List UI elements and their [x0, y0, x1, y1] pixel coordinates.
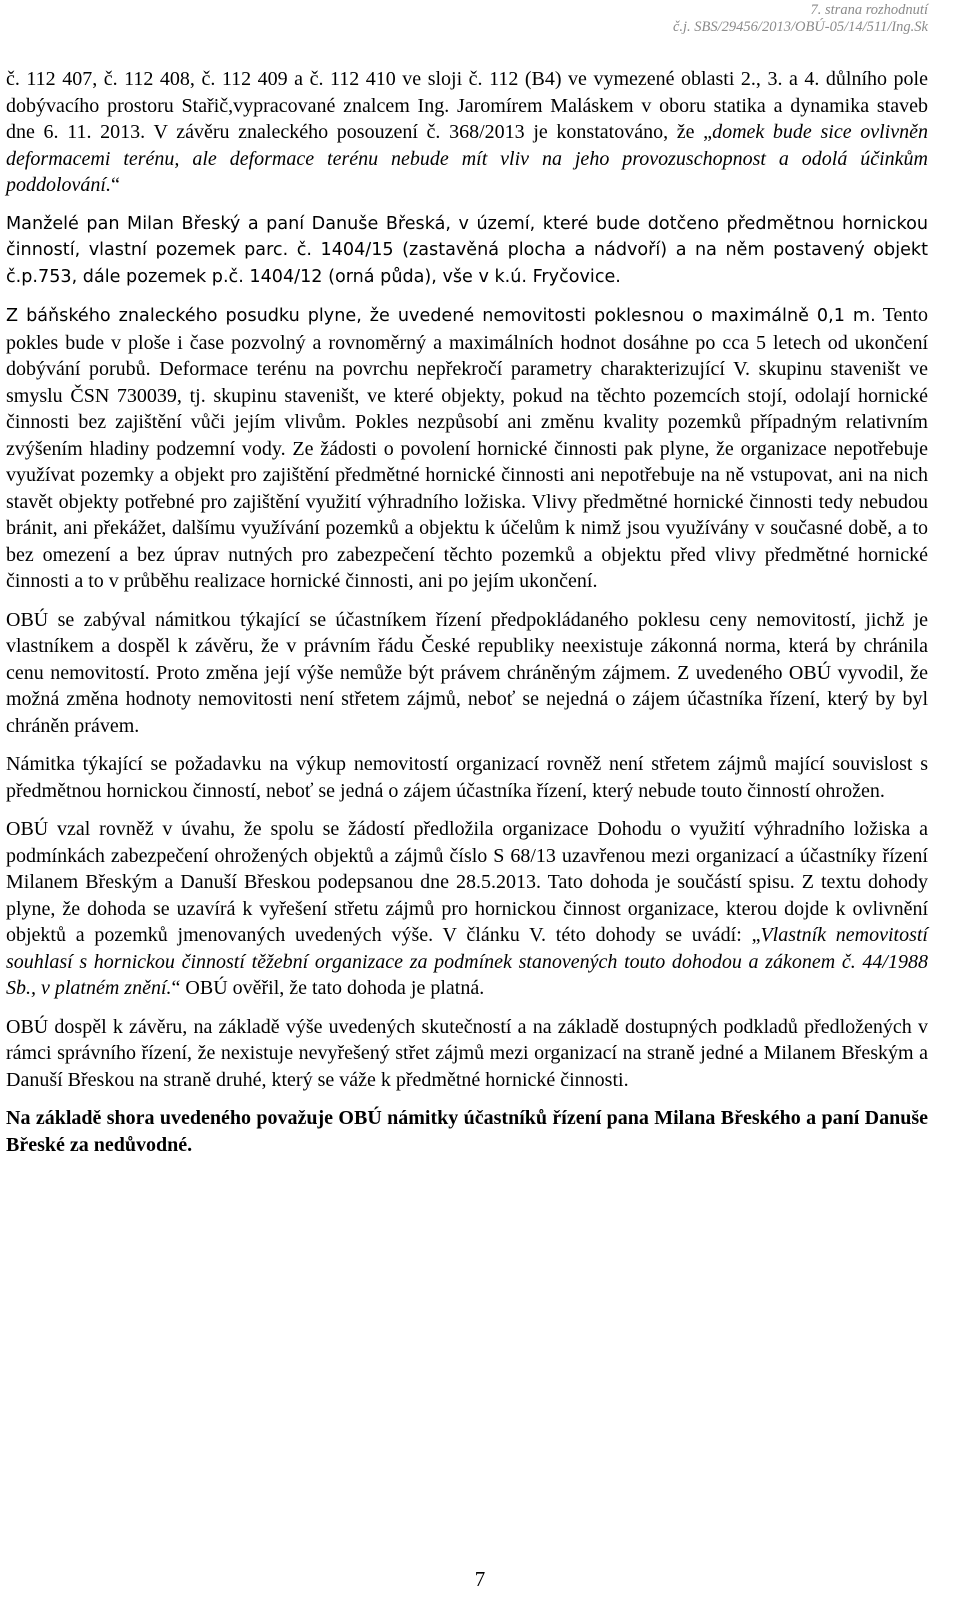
paragraph-property-value: OBÚ se zabýval námitkou týkající se účastníkem řízení předpokládaného poklesu ceny nemovitostí, jichž je vlastníkem a dospěl k závěru, že v právním řádu České republiky neexistuje zákonná norma, která by chránila cenu nemovitostí. Proto změna její výše nemůže být právem chráněným zájmem. Z uvedeného OBÚ vyvodil, že možná změna hodnoty nemovitosti není střetem zájmů, neboť se nejedná o zájem účastníka řízení, který by byl chráněn právem.: [6, 608, 928, 737]
paragraph-conclusion: OBÚ dospěl k závěru, na základě výše uvedených skutečností a na základě dostupných podkladů předložených v rámci správního řízení, že nexistuje nevyřešený střet zájmů mezi organizací na straně jedné a Milanem Břeským a Danuší Břeskou na straně druhé, který se váže k předmětné hornické činnosti.: [6, 1015, 928, 1091]
paragraph-text: OBÚ vzal rovněž v úvahu, že spolu se žádostí předložila organizace Dohodu o využití výhradního ložiska a podmínkách zabezpečení ohrožených objektů a zájmů číslo S 68/13 uzavřenou mezi organizací a účastníky řízení Milanem Břeským a Danuší Břeskou podepsanou dne 28.5.2013. Tato dohoda je součástí spisu. Z textu dohody plyne, že dohoda se uzavírá k vyřešení střetu zájmů pro hornickou činnost organizace, kterou dojde k ovlivnění objektů a pozemků jmenovaných uvedených výše. V článku V. této dohody se uvádí: „: [6, 818, 928, 946]
page-number: 7: [474, 1567, 486, 1591]
quoted-conclusion: domek bude sice ovlivněn deformacemi terénu, ale deformace terénu nebude mít vliv na jeho provozuschopnost a odolá účinkům poddolování.: [6, 121, 928, 196]
paragraph-agreement: [6, 816, 928, 1002]
paragraph-subsidence-text: Tento pokles bude v ploše i čase pozvolný a rovnoměrný a maximálních hodnot dosáhne po cca 5 letech od ukončení dobývání porubů. Deformace terénu na povrchu nepřekročí parametry charakterizující V. skupinu staveništ ve smyslu ČSN 730039, tj. skupinu staveništ, ve které objekty, pokud na těchto pozemcích stojí, odolají hornické činnosti bez zajištění vůči jejím vlivům. Pokles nezpůsobí ani změnu kvality pozemků případným relativním zvýšením hladiny podzemní vody. Ze žádosti o povolení hornické činnosti pak plyne, že organizace nepotřebuje využívat pozemky a objekt pro zajištění předmětné hornické činnosti ani nepotřebuje na ně vstupovat, ani na nich stavět objekty potřebné pro zajištění využití výhradního ložiska. Vlivy předmětné hornické činnosti tedy nebudou bránit, ani překážet, dalšímu využívání pozemků a objektu k účelům k nimž jsou využívány v současné době, a to bez omezení a bez úprav nutných pro zabezpečení těchto pozemků a objektu před vlivy předmětné hornické činnosti a to v průběhu realizace hornické činnosti, ani po jejím ukončení.: [6, 304, 928, 592]
paragraph-owners: Manželé pan Milan Břeský a paní Danuše Břeská, v území, které bude dotčeno předmětnou hornickou činností, vlastní pozemek parc. č. 1404/15 (zastavěná plocha a nádvoří) a na něm postavený objekt č.p.753, dále pozemek p.č. 1404/12 (orná půda), vše v k.ú. Fryčovice.: [6, 213, 928, 287]
paragraph-text: č. 112 407, č. 112 408, č. 112 409 a č. 112 410 ve sloji č. 112 (B4) ve vymezené oblasti 2., 3. a 4. důlního pole dobývacího prostoru Stařič,vypracované znalcem Ing. Jaromírem Maláskem v oboru statika a dynamika staveb dne 6. 11. 2013. V závěru znaleckého posouzení č. 368/2013 je konstatováno, že „: [6, 68, 928, 143]
page-header: [673, 2, 928, 36]
header-page-label: 7. strana rozhodnutí: [810, 2, 928, 18]
document-body: [6, 66, 928, 1158]
paragraph-decision: Na základě shora uvedeného považuje OBÚ námitky účastníků řízení pana Milana Břeského a paní Danuše Břeské za nedůvodné.: [6, 1107, 928, 1156]
paragraph-buyout: Námitka týkající se požadavku na výkup nemovitostí organizací rovněž není střetem zájmů mající souvislost s předmětnou hornickou činností, neboť se jedná o zájem účastníka řízení, který nebude touto činností ohrožen.: [6, 753, 928, 802]
paragraph-subsidence-lead: Z báňského znaleckého posudku plyne, že uvedené nemovitosti poklesnou o maximálně 0,1 m.: [6, 306, 876, 326]
paragraph-text: “ OBÚ ověřil, že tato dohoda je platná.: [171, 977, 485, 999]
closing-quote: “: [111, 174, 120, 196]
quoted-agreement-clause: Vlastník nemovitostí souhlasí s hornickou činností těžební organizace za podmínek stanovených touto dohodou a zákonem č. 44/1988 Sb., v platném znění.: [6, 924, 928, 999]
header-reference-number: č.j. SBS/29456/2013/OBÚ-05/14/511/Ing.Sk: [672, 19, 928, 35]
paragraph-subsidence: [6, 302, 928, 595]
paragraph-expert-opinion: [6, 66, 928, 199]
